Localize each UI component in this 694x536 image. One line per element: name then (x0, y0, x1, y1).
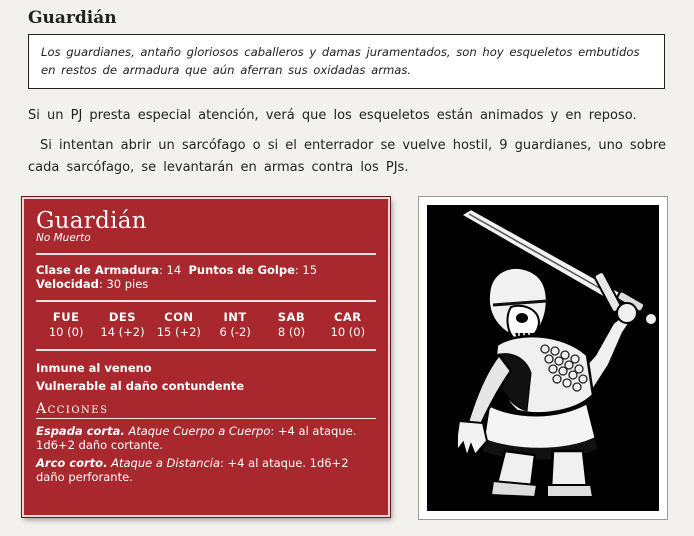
ability-des (94, 310, 150, 340)
armor-hp-line: Clase de Armadura: 14 Puntos de Golpe: 15 (36, 263, 318, 277)
ability-name: INT (223, 310, 247, 324)
speed-value: 30 pies (106, 277, 149, 291)
ability-name: DES (108, 310, 137, 324)
action-type: Ataque Cuerpo a Cuerpo (128, 424, 271, 438)
hp-label: Puntos de Golpe (188, 263, 295, 277)
divider (36, 300, 376, 302)
ability-value: 10 (0) (330, 325, 366, 339)
vulnerability-trait: Vulnerable al daño contundente (36, 379, 245, 393)
actions-divider (36, 418, 376, 419)
immunity-trait: Inmune al veneno (36, 361, 152, 375)
action-name: Arco corto. (36, 456, 108, 470)
paragraph-attention: Si un PJ presta especial atención, verá que los esqueletos están animados y en reposo. (28, 108, 637, 123)
ability-value: 10 (0) (48, 325, 84, 339)
monster-name: Guardián (36, 208, 147, 234)
ability-value: 8 (0) (277, 325, 306, 339)
ability-name: CON (164, 310, 194, 324)
skeleton-knight-illustration (427, 205, 659, 511)
illustration-frame (418, 196, 668, 520)
action-name: Espada corta. (36, 424, 125, 438)
action-text: : +4 al ataque. 1d6+2 daño cortante. (36, 424, 357, 452)
actions-heading: Acciones (36, 401, 109, 417)
action-short-bow (36, 456, 376, 484)
stat-block (22, 197, 390, 517)
ability-name: CAR (333, 310, 362, 324)
ability-car (320, 310, 376, 340)
divider (36, 349, 376, 351)
paragraph-hostile: Si intentan abrir un sarcófago o si el enterrador se vuelve hostil, 9 guardianes, uno sobre cada sarcófago, se levantarán en armas contra los PJs. (28, 138, 666, 175)
section-title: Guardián (28, 8, 117, 28)
ability-fue (38, 310, 94, 340)
flavor-text-box: Los guardianes, antaño gloriosos caballeros y damas juramentados, son hoy esqueletos embutidos en restos de armadura que aún aferran sus oxidadas armas. (28, 34, 665, 89)
ability-value: 15 (+2) (156, 325, 201, 339)
ability-scores (36, 310, 376, 340)
hp-value: 15 (302, 263, 318, 277)
monster-type: No Muerto (36, 232, 91, 244)
ability-value: 14 (+2) (100, 325, 145, 339)
ability-sab (263, 310, 319, 340)
action-type: Ataque a Distancia (111, 456, 221, 470)
divider (36, 253, 376, 255)
action-text: : +4 al ataque. 1d6+2 daño perforante. (36, 456, 349, 484)
ac-label: Clase de Armadura (36, 263, 159, 277)
ac-value: 14 (166, 263, 182, 277)
ability-value: 6 (-2) (219, 325, 251, 339)
action-short-sword (36, 424, 376, 452)
ability-name: FUE (52, 310, 80, 324)
ability-name: SAB (277, 310, 306, 324)
ability-con (151, 310, 207, 340)
speed-line: Velocidad: 30 pies (36, 277, 149, 291)
speed-label: Velocidad (36, 277, 99, 291)
ability-int (207, 310, 263, 340)
